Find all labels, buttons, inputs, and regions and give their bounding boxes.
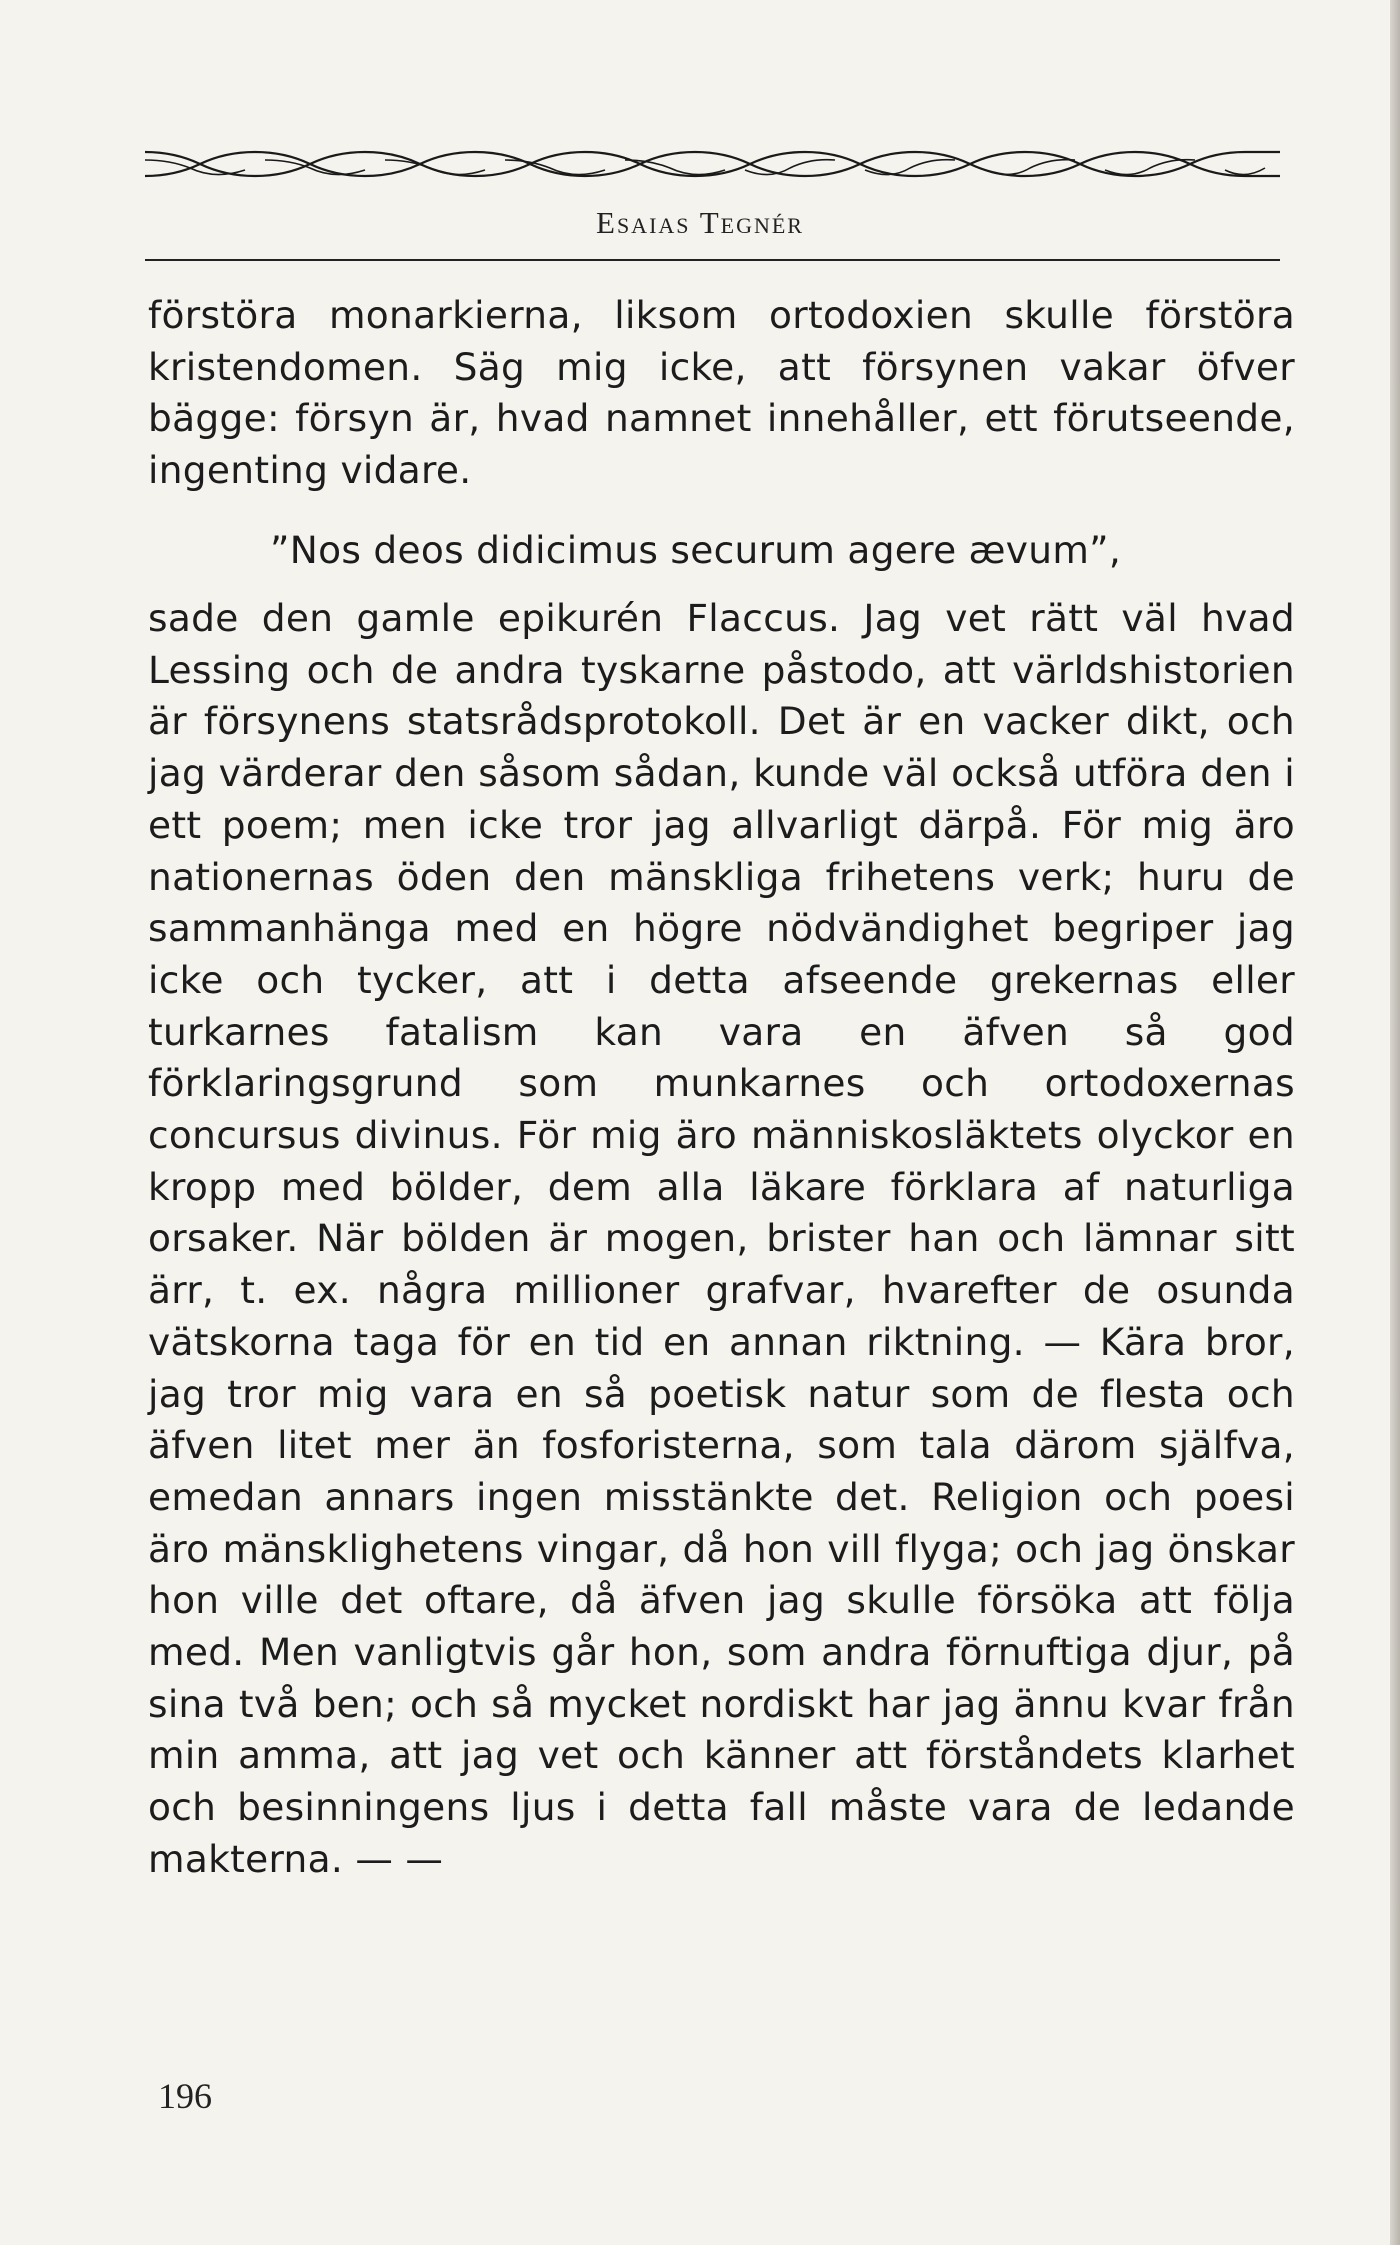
paragraph-1-text: förstöra monarkierna, liksom ortodoxien skulle förstöra kristendomen. Säg mig icke, att försynen vakar öfver bägge: försyn är, hvad namnet innehåller, ett förutseende, ingenting vidare. [148, 293, 1295, 493]
running-head: Esaias Tegnér [596, 205, 804, 240]
header-ornament [145, 140, 1280, 188]
paragraph-1 [148, 290, 1295, 497]
page-number: 196 [158, 2076, 212, 2116]
latin-quote: ”Nos deos didicimus securum agere ævum”, [270, 528, 1122, 572]
header-rule [145, 259, 1280, 261]
paragraph-2 [148, 593, 1295, 1886]
page-edge [1390, 0, 1400, 2245]
paragraph-2-text: sade den gamle epikurén Flaccus. Jag vet rätt väl hvad Lessing och de andra tyskarne påstodo, att världshistorien är försynens statsrådsprotokoll. Det är en vacker dikt, och jag värderar den såsom sådan, kunde väl också utföra den i ett poem; men icke tror jag allvarligt därpå. För mig äro nationernas öden den mänskliga frihetens verk; huru de sammanhänga med en högre nödvändighet begriper jag icke och tycker, att i detta afseende grekernas eller turkarnes fatalism kan vara en äfven så god förklaringsgrund som munkarnes och ortodoxernas concursus divinus. För mig äro människosläktets olyckor en kropp med bölder, dem alla läkare förklara af naturliga orsaker. När bölden är mogen, brister han och lämnar sitt ärr, t. ex. några millioner grafvar, hvarefter de osunda vätskorna taga för en tid en annan riktning. — Kära bror, jag tror mig vara en så poetisk natur som de flesta och äfven litet mer än fosforisterna, som tala därom själfva, emedan annars ingen misstänkte det. Religion och poesi äro mänsklighetens vingar, då hon vill flyga; och jag önskar hon ville det oftare, då äfven jag skulle försöka att följa med. Men vanligtvis går hon, som andra förnuftiga djur, på sina två ben; och så mycket nordiskt har jag ännu kvar från min amma, att jag vet och känner att förståndets klarhet och besinningens ljus i detta fall måste vara de ledande makterna. — — [148, 596, 1295, 1881]
